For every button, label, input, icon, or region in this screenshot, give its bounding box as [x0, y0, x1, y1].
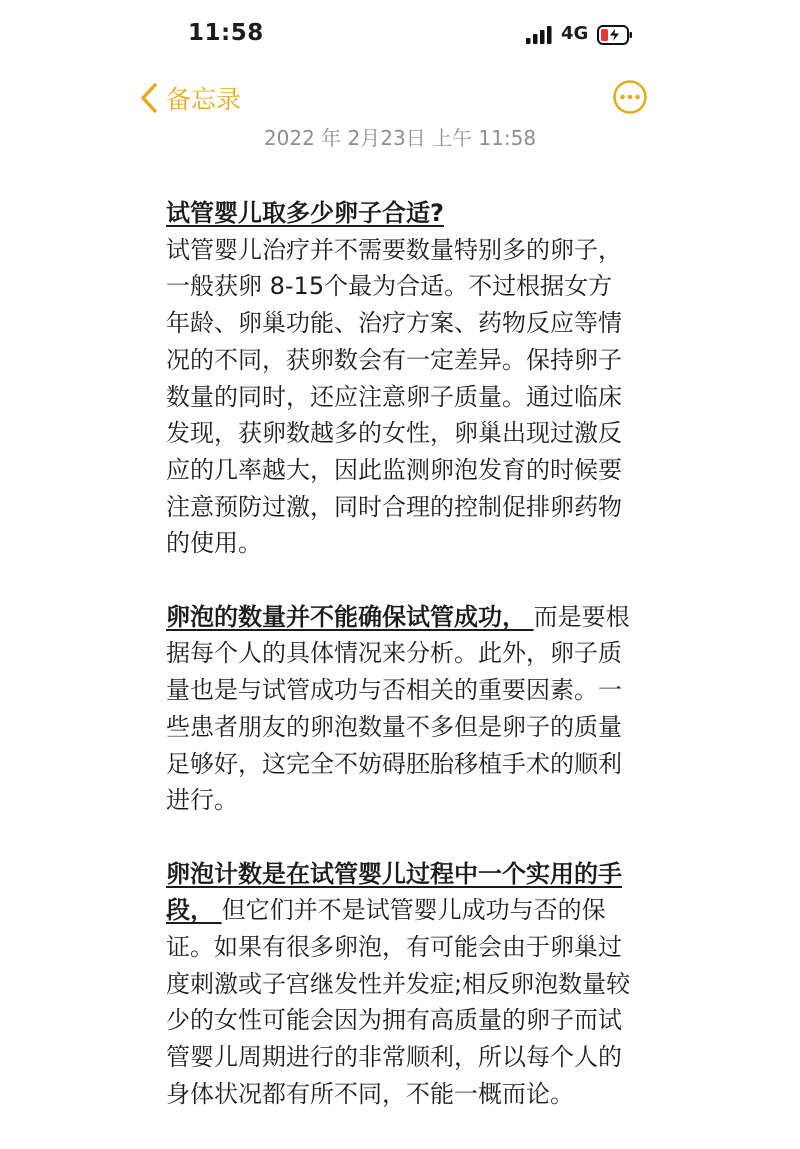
paragraph-3-heading: 卵泡计数是在试管婴儿过程中一个实用的手段， [166, 859, 622, 925]
note-body[interactable] [166, 195, 636, 1149]
chevron-left-icon [138, 82, 160, 114]
paragraph-3-text: 但它们并不是试管婴儿成功与否的保证。如果有很多卵泡，有可能会由于卵巢过度刺激或子宫继发性并发症;相反卵泡数量较少的女性可能会因为拥有高质量的卵子而试管婴儿周期进行的非常顺利，所以每个人的身体状况都有所不同，不能一概而论。 [166, 896, 631, 1108]
back-label: 备忘录 [166, 85, 242, 114]
nav-bar [0, 72, 800, 122]
underline-gap [214, 896, 222, 924]
note-date: 2022 年 2月23日 上午 11:58 [263, 126, 537, 150]
network-type: 4G [561, 23, 589, 44]
back-button[interactable] [138, 78, 241, 118]
paragraph-2 [166, 599, 636, 819]
status-bar [0, 0, 800, 70]
underline-gap [526, 603, 534, 631]
ellipsis-circle-icon[interactable] [612, 79, 648, 115]
paragraph-2-heading: 卵泡的数量并不能确保试管成功， [166, 602, 526, 631]
paragraph-1 [166, 195, 636, 562]
battery-charging-icon [597, 24, 633, 46]
status-time: 11:58 [188, 20, 264, 46]
note-title: 试管婴儿取多少卵子合适? [166, 199, 444, 227]
paragraph-3 [166, 856, 636, 1113]
paragraph-1-text: 试管婴儿治疗并不需要数量特别多的卵子，一般获卵 8-15个最为合适。不过根据女方年龄、卵巢功能、治疗方案、药物反应等情况的不同，获卵数会有一定差异。保持卵子数量的同时，还应注意卵子质量。通过临床发现，获卵数越多的女性，卵巢出现过激反应的几率越大，因此监测卵泡发育的时候要注意预防过激，同时合理的控制促排卵药物的使用。 [166, 235, 622, 558]
signal-bars-icon [526, 26, 552, 44]
paragraph-2-text: 而是要根据每个人的具体情况来分析。此外，卵子质量也是与试管成功与否相关的重要因素。一些患者朋友的卵泡数量不多但是卵子的质量足够好，这完全不妨碍胚胎移植手术的顺利进行。 [166, 602, 630, 815]
